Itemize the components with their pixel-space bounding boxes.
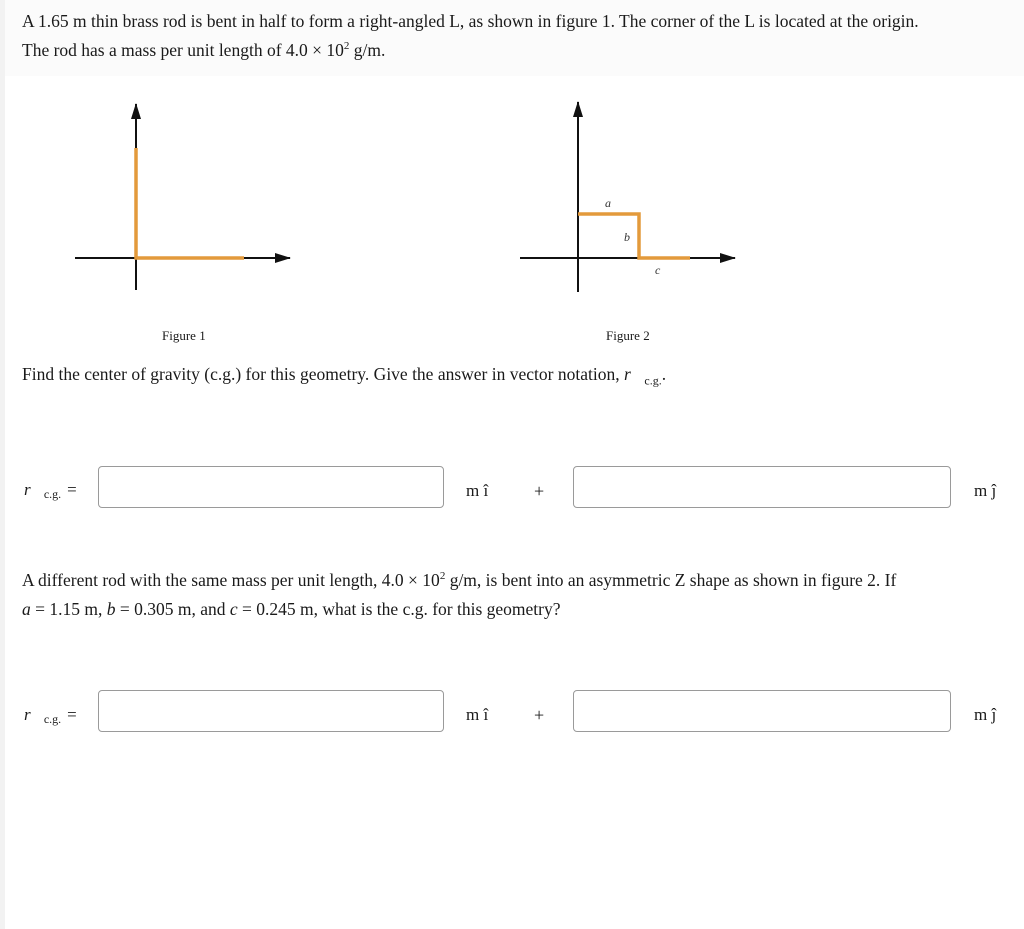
answer1-x-input[interactable] [98,466,444,508]
answer1-y-unit: m ĵ [974,481,997,500]
answer2-plus: + [534,705,545,725]
part2-line1: A different rod with the same mass per unit length, $4.0 \times 10^2$ g/m, is bent into an asymmetric Z shape as shown in figure 2. If [22,570,897,590]
answer2-y-input[interactable] [573,690,951,732]
answer1-y-input[interactable] [573,466,951,508]
figures-area [0,90,1024,350]
answer2-label: $r⃗_{c.g.}$ = [24,705,77,726]
answer1-plus: + [534,481,545,501]
answer2-x-input[interactable] [98,690,444,732]
fig2-label-b: b [624,230,630,244]
fig1-rod [136,148,244,258]
find-instruction: Find the center of gravity (c.g.) for this geometry. Give the answer in vector notation, $r⃗_{c.g.}$. [22,364,667,388]
figure2-caption: Figure 2 [606,328,650,343]
answer1-label: $r⃗_{c.g.}$ = [24,480,77,501]
answer1-x-unit: m î [466,481,489,500]
answer2-y-unit: m ĵ [974,705,997,724]
fig2-label-c: c [655,263,661,277]
fig2-rod [578,214,690,258]
fig2-label-a: a [605,196,611,210]
problem-intro-line1: A 1.65 m thin brass rod is bent in half to form a right-angled L, as shown in figure 1. The corner of the L is located at the origin. [22,11,919,31]
part2-line2: a = 1.15 m, b = 0.305 m, and c = 0.245 m, what is the c.g. for this geometry? [22,599,561,619]
figure1-caption: Figure 1 [162,328,206,343]
figures-drawing [0,90,1024,350]
answer2-x-unit: m î [466,705,489,724]
problem-intro-line2: The rod has a mass per unit length of $4.0 \times 10^2$ g/m. [22,40,386,60]
